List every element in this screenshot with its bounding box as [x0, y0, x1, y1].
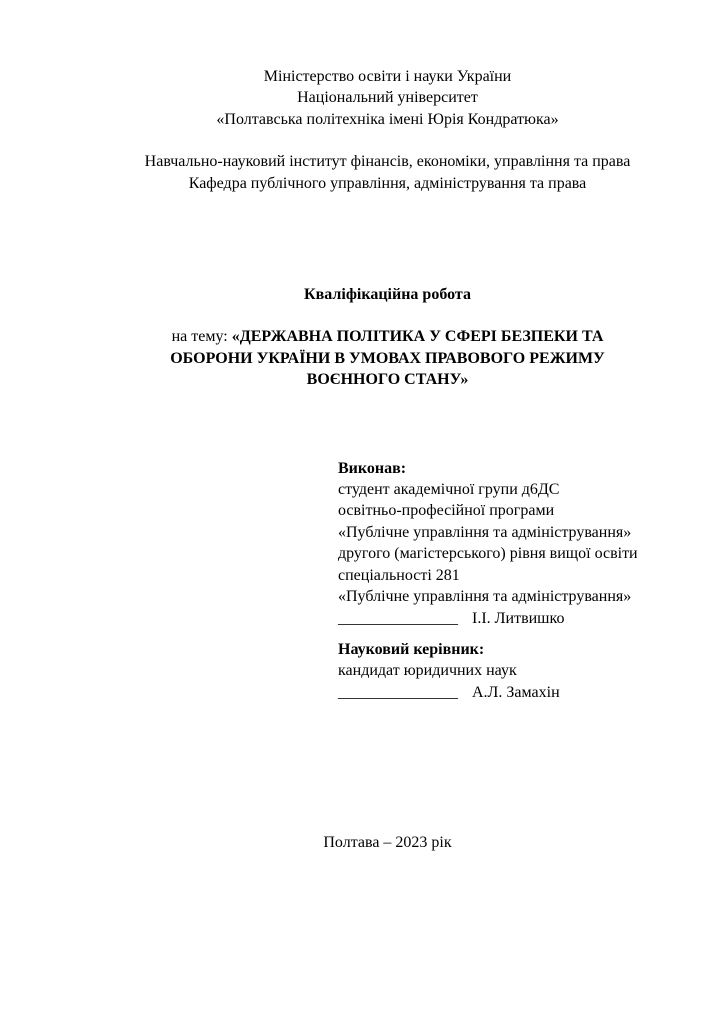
author-heading: Виконав: — [338, 459, 407, 477]
topic-prefix: на тему: — [171, 328, 232, 346]
author-line: освітньо-професійної програми — [338, 502, 555, 520]
author-line: спеціальності 281 — [338, 566, 460, 584]
topic-paragraph — [138, 326, 638, 390]
author-signature-row — [338, 608, 672, 629]
university-name-line: «Полтавська політехніка імені Юрія Кондратюка» — [216, 110, 559, 128]
supervisor-name: А.Л. Замахін — [472, 683, 560, 701]
author-line: «Публічне управління та адміністрування» — [338, 523, 632, 541]
topic-title: «ДЕРЖАВНА ПОЛІТИКА У СФЕРІ БЕЗПЕКИ ТА ОБОРОНИ УКРАЇНИ В УМОВАХ ПРАВОВОГО РЕЖИМУ ВОЄННОГО СТАНУ» — [170, 328, 605, 389]
institute-line: Навчально-науковий інститут фінансів, економіки, управління та права — [144, 153, 631, 171]
header-block — [103, 66, 672, 130]
supervisor-degree-line: кандидат юридичних наук — [338, 662, 517, 680]
author-line: студент академічної групи д6ДС — [338, 481, 560, 499]
institute-block — [103, 151, 672, 194]
department-line: Кафедра публічного управління, адміністрування та права — [188, 174, 587, 192]
supervisor-heading: Науковий керівник: — [338, 640, 485, 658]
author-line: другого (магістерського) рівня вищої освіти — [338, 545, 638, 563]
city-year-line: Полтава – 2023 рік — [323, 834, 452, 852]
author-signature-line: _______________ — [338, 609, 458, 627]
author-line: «Публічне управління та адміністрування» — [338, 588, 632, 606]
author-name: І.І. Литвишко — [472, 609, 565, 627]
supervisor-signature-row — [338, 682, 672, 703]
ministry-line: Міністерство освіти і науки України — [263, 68, 512, 85]
university-line: Національний університет — [297, 89, 478, 107]
credits-block — [338, 458, 672, 703]
supervisor-signature-line: _______________ — [338, 683, 458, 701]
work-type-title: Кваліфікаційна робота — [304, 286, 471, 304]
